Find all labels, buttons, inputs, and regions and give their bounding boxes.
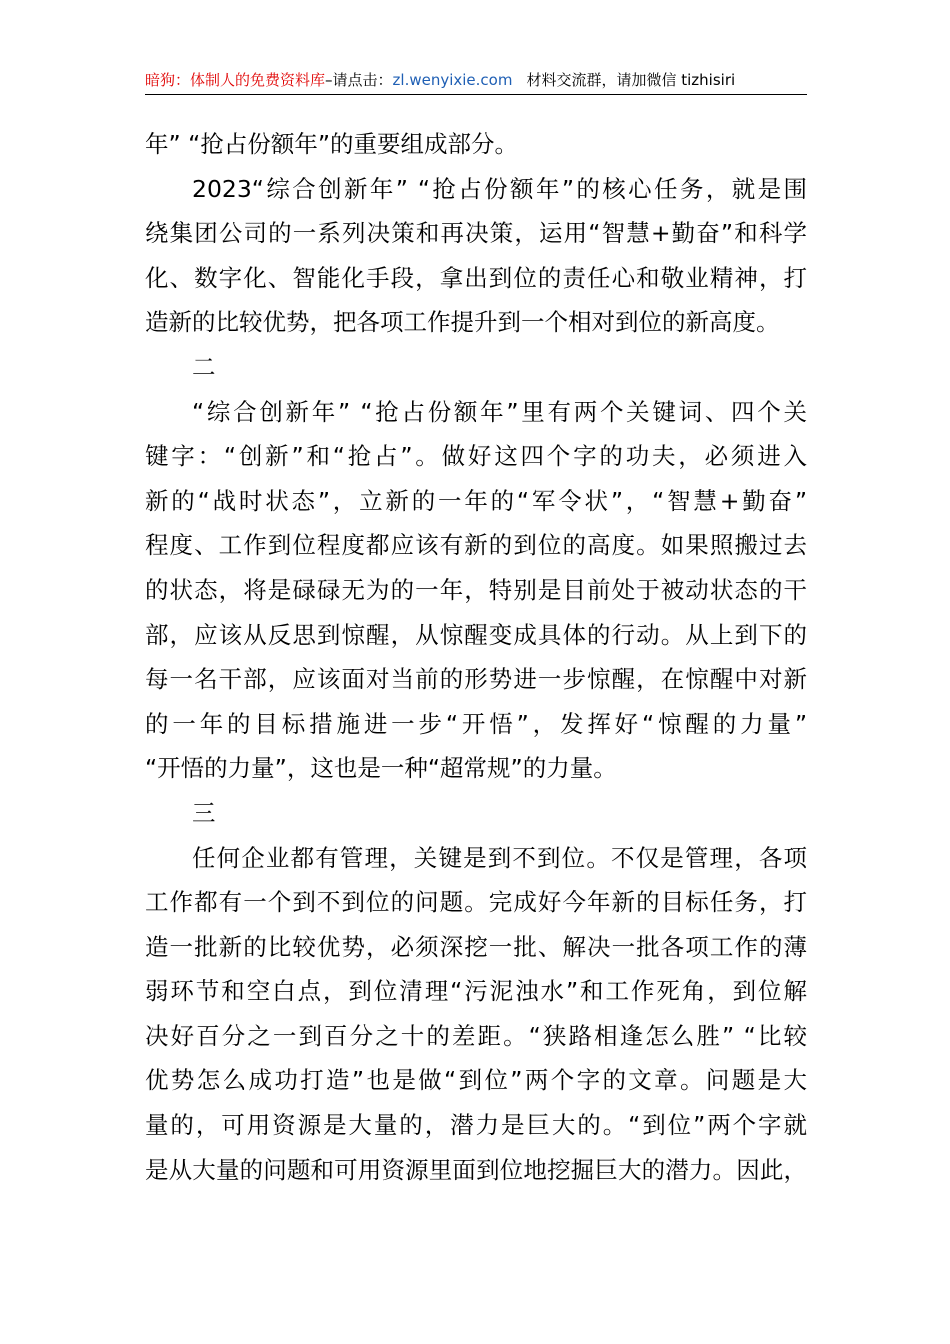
- text-line: 量的，可用资源是大量的，潜力是巨大的。“到位”两个字就: [145, 1111, 807, 1140]
- section-heading-3: 三: [192, 798, 216, 827]
- text-line: “综合创新年” “抢占份额年”里有两个关键词、四个关: [192, 397, 807, 426]
- text-line: 决好百分之一到百分之十的差距。“狭路相逢怎么胜” “比较: [145, 1021, 807, 1050]
- text-line: 新的“战时状态”，立新的一年的“军令状”，“智慧+勤奋”: [145, 486, 807, 515]
- paragraph: [145, 167, 807, 345]
- text-line: 是从大量的问题和可用资源里面到位地挖掘巨大的潜力。因此，: [145, 1155, 807, 1184]
- text-line: 优势怎么成功打造”也是做“到位”两个字的文章。问题是大: [145, 1066, 807, 1095]
- text-line: 弱环节和空白点，到位清理“污泥浊水”和工作死角，到位解: [145, 977, 807, 1006]
- text-line: 部，应该从反思到惊醒，从惊醒变成具体的行动。从上到下的: [145, 620, 807, 649]
- text-line: 每一名干部，应该面对当前的形势进一步惊醒，在惊醒中对新: [145, 665, 807, 694]
- text-line: 任何企业都有管理，关键是到不到位。不仅是管理，各项: [192, 843, 807, 872]
- paragraph: [145, 836, 807, 1193]
- page-header: [145, 68, 807, 95]
- header-contact: 材料交流群，请加微信 tizhisiri: [526, 71, 736, 89]
- section-heading-2: 二: [192, 352, 216, 381]
- text-line: 键字：“创新”和“抢占”。做好这四个字的功夫，必须进入: [145, 442, 807, 471]
- text-line: 化、数字化、智能化手段，拿出到位的责任心和敬业精神，打: [145, 263, 807, 292]
- header-link[interactable]: zl.wenyixie.com: [392, 71, 513, 89]
- text-line: 2023“综合创新年” “抢占份额年”的核心任务，就是围: [192, 174, 807, 203]
- text-line: 工作都有一个到不到位的问题。完成好今年新的目标任务，打: [145, 888, 807, 917]
- document-body: [145, 122, 807, 1192]
- text-line: 程度、工作到位程度都应该有新的到位的高度。如果照搬过去: [145, 531, 807, 560]
- text-line: 的状态，将是碌碌无为的一年，特别是目前处于被动状态的干: [145, 575, 807, 604]
- text-line: 年” “抢占份额年”的重要组成部分。: [145, 130, 518, 158]
- text-line: “开悟的力量”，这也是一种“超常规”的力量。: [145, 754, 617, 783]
- text-line: 造一批新的比较优势，必须深挖一批、解决一批各项工作的薄: [145, 932, 807, 961]
- paragraph: [145, 122, 807, 167]
- header-prompt: –请点击：: [325, 71, 393, 89]
- header-brand: 暗狗：体制人的免费资料库: [145, 71, 326, 89]
- text-line: 的一年的目标措施进一步“开悟”，发挥好“惊醒的力量”: [145, 709, 807, 738]
- paragraph: [145, 390, 807, 791]
- text-line: 造新的比较优势，把各项工作提升到一个相对到位的新高度。: [145, 308, 780, 337]
- text-line: 绕集团公司的一系列决策和再决策，运用“智慧+勤奋”和科学: [145, 219, 807, 248]
